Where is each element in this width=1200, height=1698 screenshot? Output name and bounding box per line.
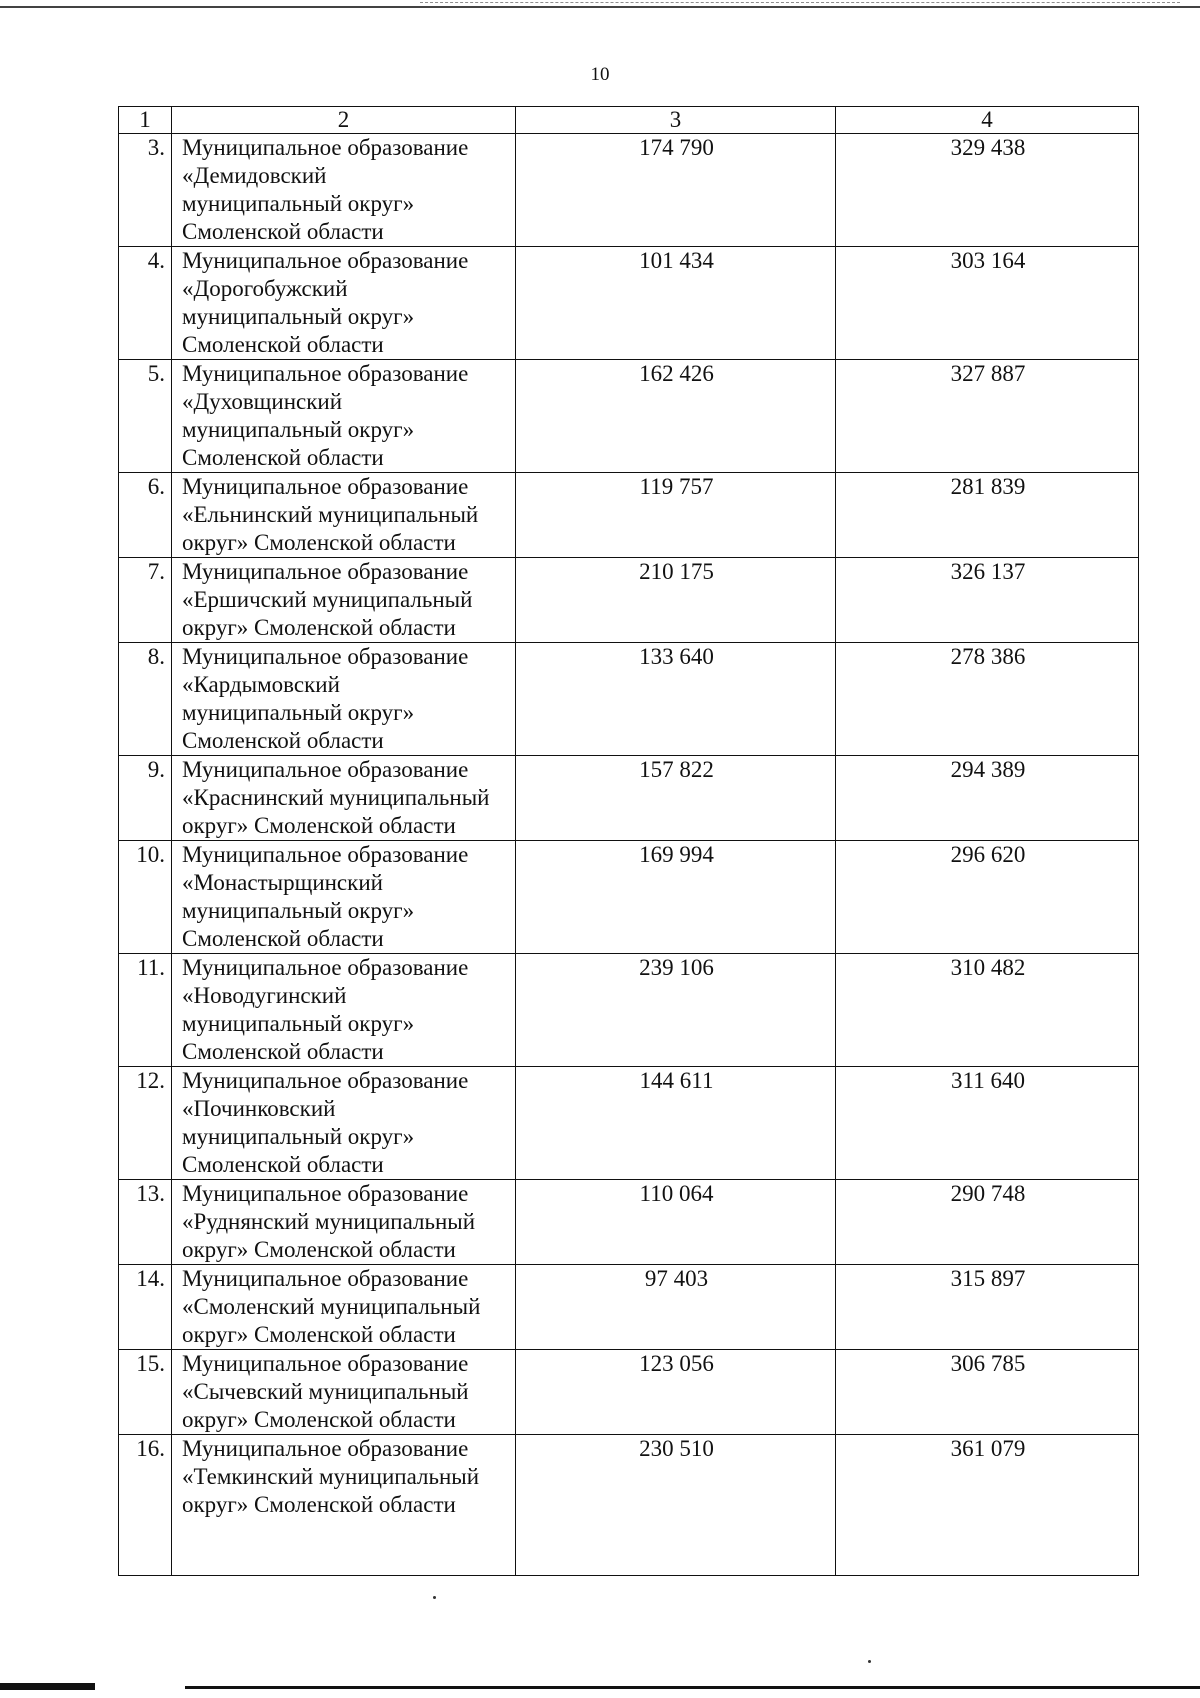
municipality-name-cell <box>172 643 516 756</box>
municipality-name-line: округ» Смоленской области <box>182 1407 456 1432</box>
municipality-name-line: округ» Смоленской области <box>182 813 456 838</box>
value-cell-col3: 239 106 <box>516 954 836 1067</box>
table-row <box>119 756 1139 841</box>
row-number-cell: 9. <box>119 756 172 841</box>
row-number-cell: 13. <box>119 1180 172 1265</box>
municipality-name-line: «Демидовский <box>182 163 327 188</box>
page-number: 10 <box>590 64 610 85</box>
municipality-name-line: Муниципальное образование <box>182 955 469 980</box>
municipality-name-line: муниципальный округ» <box>182 1011 415 1036</box>
municipality-name-line: «Духовщинский <box>182 389 343 414</box>
scan-edge-bottom <box>185 1686 1200 1689</box>
value-cell-col3: 144 611 <box>516 1067 836 1180</box>
municipality-name-line: Муниципальное образование <box>182 1436 469 1461</box>
municipality-name-line: муниципальный округ» <box>182 700 415 725</box>
header-cell-1: 1 <box>119 107 172 134</box>
table-row <box>119 643 1139 756</box>
municipality-name-line: «Темкинский муниципальный <box>182 1464 480 1489</box>
municipality-name-cell <box>172 1265 516 1350</box>
table-row <box>119 473 1139 558</box>
municipality-name-line: муниципальный округ» <box>182 191 415 216</box>
value-cell-col4: 327 887 <box>836 360 1139 473</box>
value-cell-col3: 101 434 <box>516 247 836 360</box>
scan-speck <box>868 1660 871 1663</box>
value-cell-col4: 326 137 <box>836 558 1139 643</box>
municipality-name-line: муниципальный округ» <box>182 898 415 923</box>
municipality-name-line: Муниципальное образование <box>182 559 469 584</box>
municipality-name-line: «Кардымовский <box>182 672 340 697</box>
municipality-name-line: Муниципальное образование <box>182 1266 469 1291</box>
municipality-name-line: Смоленской области <box>182 332 384 357</box>
municipality-name-cell <box>172 954 516 1067</box>
row-number-cell: 5. <box>119 360 172 473</box>
municipality-name-cell <box>172 1350 516 1435</box>
table-row <box>119 1350 1139 1435</box>
municipality-name-line: Смоленской области <box>182 445 384 470</box>
municipality-name-line: округ» Смоленской области <box>182 530 456 555</box>
scan-edge-bottom-left <box>0 1683 95 1690</box>
municipality-name-line: Смоленской области <box>182 219 384 244</box>
row-number-cell: 3. <box>119 134 172 247</box>
municipality-name-line: «Ершичский муниципальный <box>182 587 473 612</box>
value-cell-col3: 157 822 <box>516 756 836 841</box>
header-cell-2: 2 <box>172 107 516 134</box>
value-cell-col3: 133 640 <box>516 643 836 756</box>
municipality-name-line: округ» Смоленской области <box>182 1492 456 1517</box>
table-row <box>119 134 1139 247</box>
scan-edge-top-faint <box>420 2 1180 3</box>
value-cell-col3: 123 056 <box>516 1350 836 1435</box>
row-number-cell: 7. <box>119 558 172 643</box>
municipality-name-cell <box>172 134 516 247</box>
value-cell-col3: 119 757 <box>516 473 836 558</box>
municipality-name-line: Муниципальное образование <box>182 474 469 499</box>
municipality-name-line: округ» Смоленской области <box>182 1237 456 1262</box>
municipality-name-line: Муниципальное образование <box>182 1351 469 1376</box>
municipality-name-line: «Краснинский муниципальный <box>182 785 490 810</box>
municipality-name-line: Смоленской области <box>182 926 384 951</box>
municipality-name-cell <box>172 841 516 954</box>
value-cell-col3: 110 064 <box>516 1180 836 1265</box>
scan-speck <box>433 1596 436 1599</box>
table-body <box>119 107 1139 1576</box>
municipality-name-line: «Сычевский муниципальный <box>182 1379 469 1404</box>
municipality-name-line: муниципальный округ» <box>182 417 415 442</box>
municipality-name-cell <box>172 1435 516 1576</box>
header-cell-3: 3 <box>516 107 836 134</box>
municipality-name-cell <box>172 247 516 360</box>
table-header-row <box>119 107 1139 134</box>
value-cell-col3: 174 790 <box>516 134 836 247</box>
data-table <box>118 106 1139 1576</box>
value-cell-col4: 290 748 <box>836 1180 1139 1265</box>
municipality-name-cell <box>172 360 516 473</box>
value-cell-col4: 278 386 <box>836 643 1139 756</box>
municipality-name-line: «Ельнинский муниципальный <box>182 502 479 527</box>
municipality-name-line: Муниципальное образование <box>182 644 469 669</box>
municipality-name-line: Муниципальное образование <box>182 842 469 867</box>
value-cell-col4: 306 785 <box>836 1350 1139 1435</box>
municipality-name-cell <box>172 558 516 643</box>
value-cell-col3: 210 175 <box>516 558 836 643</box>
row-number-cell: 14. <box>119 1265 172 1350</box>
municipality-name-line: округ» Смоленской области <box>182 615 456 640</box>
table-row <box>119 360 1139 473</box>
municipality-name-line: Муниципальное образование <box>182 757 469 782</box>
municipality-name-line: муниципальный округ» <box>182 304 415 329</box>
municipality-name-line: «Новодугинский <box>182 983 347 1008</box>
row-number-cell: 8. <box>119 643 172 756</box>
value-cell-col3: 230 510 <box>516 1435 836 1576</box>
table-row <box>119 1435 1139 1576</box>
row-number-cell: 16. <box>119 1435 172 1576</box>
municipality-name-line: округ» Смоленской области <box>182 1322 456 1347</box>
table-row <box>119 954 1139 1067</box>
municipality-name-line: Смоленской области <box>182 1039 384 1064</box>
table-row <box>119 841 1139 954</box>
value-cell-col4: 315 897 <box>836 1265 1139 1350</box>
municipality-name-cell <box>172 1180 516 1265</box>
municipality-name-line: Смоленской области <box>182 728 384 753</box>
municipality-name-line: Смоленской области <box>182 1152 384 1177</box>
table-row <box>119 1180 1139 1265</box>
table-row <box>119 247 1139 360</box>
value-cell-col4: 311 640 <box>836 1067 1139 1180</box>
municipality-name-cell <box>172 756 516 841</box>
municipality-name-line: Муниципальное образование <box>182 1181 469 1206</box>
row-number-cell: 6. <box>119 473 172 558</box>
municipality-name-line: «Дорогобужский <box>182 276 348 301</box>
table-row <box>119 1265 1139 1350</box>
row-number-cell: 12. <box>119 1067 172 1180</box>
municipality-name-line: «Руднянский муниципальный <box>182 1209 476 1234</box>
municipality-name-line: «Монастырщинский <box>182 870 383 895</box>
municipality-name-line: Муниципальное образование <box>182 248 469 273</box>
table-row <box>119 1067 1139 1180</box>
row-number-cell: 11. <box>119 954 172 1067</box>
municipality-name-cell <box>172 473 516 558</box>
municipality-name-line: Муниципальное образование <box>182 135 469 160</box>
value-cell-col4: 294 389 <box>836 756 1139 841</box>
value-cell-col4: 281 839 <box>836 473 1139 558</box>
value-cell-col4: 361 079 <box>836 1435 1139 1576</box>
municipality-name-line: Муниципальное образование <box>182 361 469 386</box>
row-number-cell: 4. <box>119 247 172 360</box>
row-number-cell: 10. <box>119 841 172 954</box>
row-number-cell: 15. <box>119 1350 172 1435</box>
value-cell-col3: 162 426 <box>516 360 836 473</box>
value-cell-col3: 97 403 <box>516 1265 836 1350</box>
value-cell-col4: 303 164 <box>836 247 1139 360</box>
header-cell-4: 4 <box>836 107 1139 134</box>
municipality-name-line: «Смоленский муниципальный <box>182 1294 481 1319</box>
table-row <box>119 558 1139 643</box>
municipality-name-line: муниципальный округ» <box>182 1124 415 1149</box>
municipality-name-cell <box>172 1067 516 1180</box>
municipality-name-line: Муниципальное образование <box>182 1068 469 1093</box>
value-cell-col4: 296 620 <box>836 841 1139 954</box>
scan-edge-top <box>0 6 1200 8</box>
value-cell-col3: 169 994 <box>516 841 836 954</box>
value-cell-col4: 329 438 <box>836 134 1139 247</box>
value-cell-col4: 310 482 <box>836 954 1139 1067</box>
municipality-name-line: «Починковский <box>182 1096 336 1121</box>
